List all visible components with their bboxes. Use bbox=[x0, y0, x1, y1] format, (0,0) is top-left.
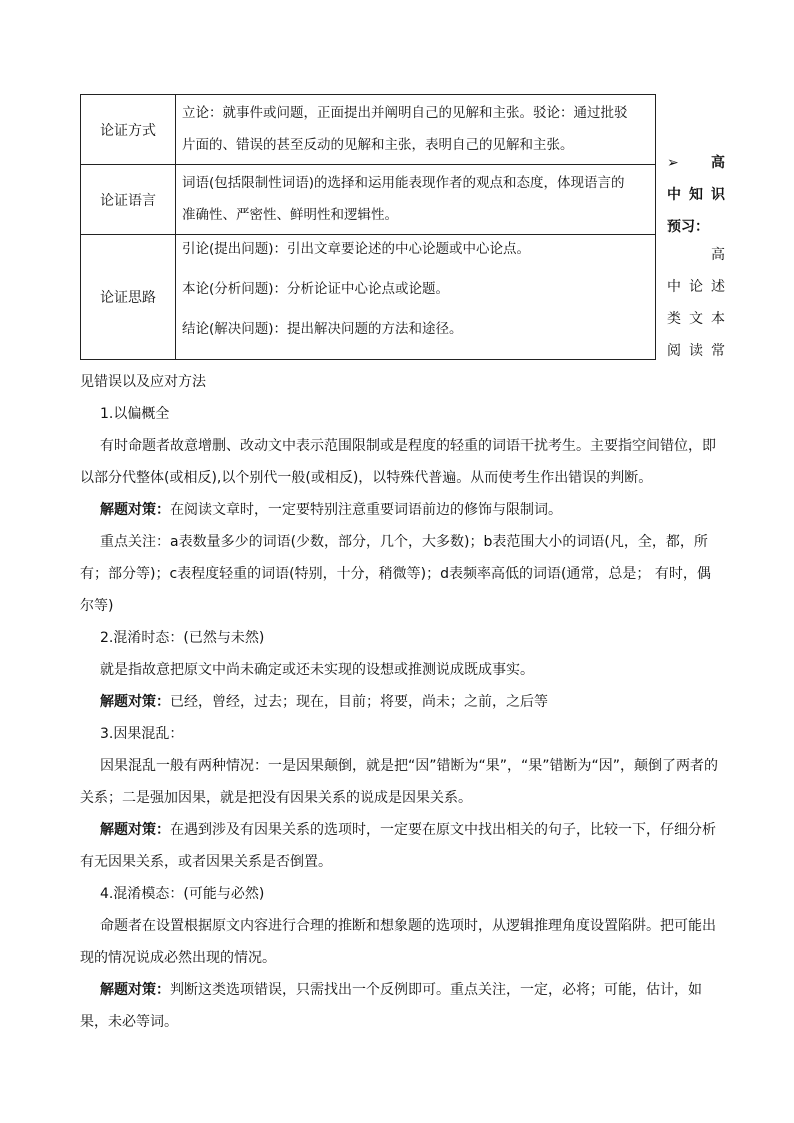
strategy-label: 解题对策： bbox=[100, 694, 170, 710]
paragraph: 因果混乱一般有两种情况：一是因果颠倒，就是把“因”错断为“果”，“果”错断为“因”，颠倒了两者的关系；二是强加因果，就是把没有因果关系的说成是因果关系。 bbox=[80, 758, 719, 806]
side-char: 常 bbox=[711, 343, 725, 359]
row-label: 论证思路 bbox=[81, 235, 176, 360]
side-char: 知 bbox=[689, 187, 703, 203]
strategy-paragraph bbox=[80, 814, 724, 878]
side-char: 高 bbox=[711, 155, 725, 171]
paragraph: 命题者在设置根据原文内容进行合理的推断和想象题的选项时，从逻辑推理角度设置陷阱。把可能出现的情况说成必然出现的情况。 bbox=[80, 918, 716, 966]
row-line: 词语(包括限制性词语)的选择和运用能表现作者的观点和态度，体现语言的 bbox=[182, 175, 625, 191]
row-line: 结论(解决问题)：提出解决问题的方法和途径。 bbox=[182, 321, 463, 337]
side-char: 阅 bbox=[667, 343, 681, 359]
continuation-line: 见错误以及应对方法 bbox=[80, 374, 206, 390]
row-content bbox=[176, 165, 656, 235]
table-row bbox=[81, 235, 656, 360]
side-char: 高 bbox=[711, 247, 725, 263]
strategy-text: 判断这类选项错误，只需找出一个反例即可。重点关注，一定，必将；可能，估计，如果，未必等词。 bbox=[80, 982, 702, 1030]
row-label: 论证语言 bbox=[81, 165, 176, 235]
strategy-label: 解题对策： bbox=[100, 982, 170, 998]
row-line: 准确性、严密性、鲜明性和逻辑性。 bbox=[182, 207, 398, 223]
side-char: 读 bbox=[689, 343, 703, 359]
side-heading bbox=[667, 147, 725, 243]
strategy-label: 解题对策： bbox=[100, 822, 170, 838]
section-heading: 4.混淆模态：(可能与必然) bbox=[100, 886, 265, 902]
side-char: 识 bbox=[711, 187, 725, 203]
strategy-paragraph bbox=[80, 686, 724, 718]
row-line: 片面的、错误的甚至反动的见解和主张，表明自己的见解和主张。 bbox=[182, 137, 574, 153]
side-char: 中 bbox=[667, 187, 681, 203]
row-content bbox=[176, 235, 656, 360]
side-body bbox=[667, 239, 725, 367]
side-char: 类 bbox=[667, 311, 681, 327]
section-heading: 3.因果混乱： bbox=[100, 726, 184, 742]
section-heading: 2.混淆时态：(已然与未然) bbox=[100, 630, 265, 646]
paragraph: 重点关注：a表数量多少的词语(少数，部分，几个，大多数)；b表范围大小的词语(凡，全，都，所有；部分等)；c表程度轻重的词语(特别，十分，稍微等)；d表频率高低的词语(通常，总是； 有时，偶尔等) bbox=[80, 534, 711, 614]
side-char: 论 bbox=[689, 279, 703, 295]
strategy-paragraph bbox=[80, 494, 724, 526]
table-row bbox=[81, 95, 656, 165]
row-line: 本论(分析问题)：分析论证中心论点或论题。 bbox=[182, 281, 450, 297]
row-line: 引论(提出问题)：引出文章要论述的中心论题或中心论点。 bbox=[182, 241, 531, 257]
body-text bbox=[80, 366, 724, 1038]
strategy-text: 已经，曾经，过去；现在，目前；将要，尚未；之前，之后等 bbox=[170, 694, 548, 710]
argument-table bbox=[80, 94, 656, 360]
side-char: 文 bbox=[689, 311, 703, 327]
row-content bbox=[176, 95, 656, 165]
paragraph: 就是指故意把原文中尚未确定或还未实现的设想或推测说成既成事实。 bbox=[100, 662, 534, 678]
row-label: 论证方式 bbox=[81, 95, 176, 165]
side-char: 预习： bbox=[667, 219, 709, 235]
side-char: 本 bbox=[711, 311, 725, 327]
table-row bbox=[81, 165, 656, 235]
side-char: 述 bbox=[711, 279, 725, 295]
row-line: 立论：就事件或问题，正面提出并阐明自己的见解和主张。驳论：通过批驳 bbox=[182, 105, 628, 121]
paragraph: 有时命题者故意增删、改动文中表示范围限制或是程度的轻重的词语干扰考生。主要指空间错位，即以部分代整体(或相反),以个别代一般(或相反)，以特殊代普遍。从而使考生作出错误的判断。 bbox=[80, 438, 716, 486]
strategy-label: 解题对策： bbox=[100, 502, 170, 518]
strategy-text: 在遇到涉及有因果关系的选项时，一定要在原文中找出相关的句子，比较一下，仔细分析有无因果关系，或者因果关系是否倒置。 bbox=[80, 822, 716, 870]
section-heading: 1.以偏概全 bbox=[100, 406, 170, 422]
strategy-paragraph bbox=[80, 974, 724, 1038]
arrow-bullet-icon: ➢ bbox=[667, 155, 679, 171]
side-char: 中 bbox=[667, 279, 681, 295]
strategy-text: 在阅读文章时，一定要特别注意重要词语前边的修饰与限制词。 bbox=[170, 502, 562, 518]
